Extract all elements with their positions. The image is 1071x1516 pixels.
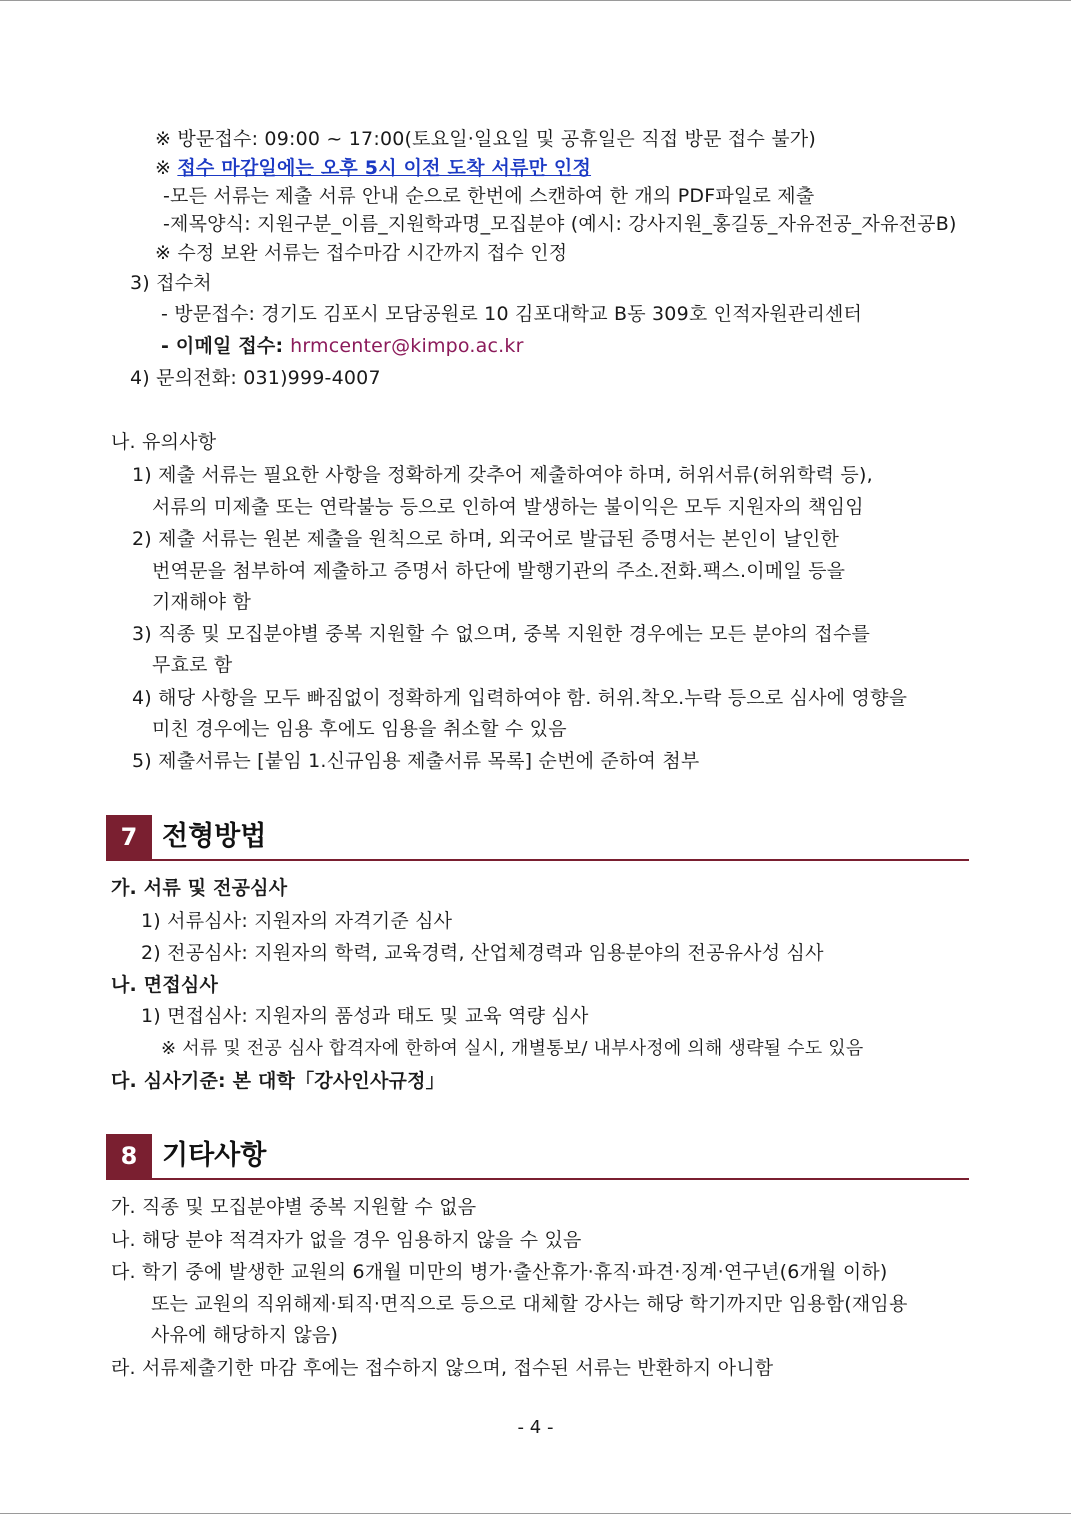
notes-line: 1) 제출 서류는 필요한 사항을 정확하게 갖추어 제출하여야 하며, 허위서류(허위학력 등), [132,464,873,486]
notes-heading: 나. 유의사항 [111,431,217,453]
email-label: - 이메일 접수: [161,335,291,357]
revision-note: ※ 수정 보완 서류는 접수마감 시간까지 접수 인정 [155,242,568,264]
deadline-note-line [155,156,591,180]
visit-address: - 방문접수: 경기도 김포시 모담공원로 10 김포대학교 B동 309호 인적자원관리센터 [161,303,863,325]
notes-line: 번역문을 첨부하여 제출하고 증명서 하단에 발행기관의 주소.전화.팩스.이메일 등을 [152,560,846,582]
notes-line: 미친 경우에는 임용 후에도 임용을 취소할 수 있음 [152,718,567,740]
selection-c-heading: 다. 심사기준: 본 대학「강사인사규정」 [111,1070,445,1092]
misc-line: 라. 서류제출기한 마감 후에는 접수하지 않으며, 접수된 서류는 반환하지 아니함 [111,1357,774,1379]
pdf-submission-note: -모든 서류는 제출 서류 안내 순으로 한번에 스캔하여 한 개의 PDF파일로 제출 [163,185,815,207]
section-7-title: 전형방법 [162,821,267,852]
interview-review: 1) 면접심사: 지원자의 품성과 태도 및 교육 역량 심사 [141,1005,589,1027]
email-address: hrmcenter@kimpo.ac.kr [290,335,524,357]
major-review: 2) 전공심사: 지원자의 학력, 교육경력, 산업체경력과 임용분야의 전공유사성 심사 [141,942,824,964]
notes-line: 2) 제출 서류는 원본 제출을 원칙으로 하며, 외국어로 발급된 증명서는 본인이 날인한 [132,528,840,550]
misc-line: 사유에 해당하지 않음) [151,1324,339,1346]
notes-line: 기재해야 함 [152,591,252,613]
notes-line: 3) 직종 및 모집분야별 중복 지원할 수 없으며, 중복 지원한 경우에는 모든 분야의 접수를 [132,623,871,645]
misc-line: 나. 해당 분야 적격자가 없을 경우 임용하지 않을 수 있음 [111,1229,582,1251]
email-submission-line [161,334,524,358]
section-8-title: 기타사항 [162,1140,267,1171]
page-edge-bottom [0,1513,1071,1514]
notes-line: 5) 제출서류는 [붙임 1.신규임용 제출서류 목록] 순번에 준하여 첨부 [132,750,700,772]
contact-phone: 4) 문의전화: 031)999-4007 [130,367,381,389]
notes-line: 무효로 함 [152,654,233,676]
misc-line: 또는 교원의 직위해제·퇴직·면직으로 등으로 대체할 강사는 해당 학기까지만 임용함(재임용 [151,1293,908,1315]
notes-line: 서류의 미제출 또는 연락불능 등으로 인하여 발생하는 불이익은 모두 지원자의 책임임 [152,496,864,518]
deadline-note: 접수 마감일에는 오후 5시 이전 도착 서류만 인정 [177,157,592,179]
title-format-note: -제목양식: 지원구분_이름_지원학과명_모집분야 (예시: 강사지원_홍길동_자유전공_자유전공B) [163,213,957,235]
selection-b-heading: 나. 면접심사 [111,974,219,996]
deadline-prefix: ※ [155,157,178,179]
misc-line: 가. 직종 및 모집분야별 중복 지원할 수 없음 [111,1196,477,1218]
interview-note: ※ 서류 및 전공 심사 합격자에 한하여 실시, 개별통보/ 내부사정에 의해 생략될 수도 있음 [161,1038,864,1059]
section-7-number: 7 [106,815,152,859]
visit-hours-note: ※ 방문접수: 09:00 ~ 17:00(토요일·일요일 및 공휴일은 직접 방문 접수 불가) [155,128,816,150]
section-7-header [106,815,969,861]
page-edge-top [0,0,1071,1]
section-8-number: 8 [106,1134,152,1178]
misc-line: 다. 학기 중에 발생한 교원의 6개월 미만의 병가·출산휴가·휴직·파견·징계·연구년(6개월 이하) [111,1261,888,1283]
section-8-header [106,1134,969,1180]
document-review: 1) 서류심사: 지원자의 자격기준 심사 [141,910,453,932]
submission-place-heading: 3) 접수처 [130,272,212,294]
selection-a-heading: 가. 서류 및 전공심사 [111,877,288,899]
page-number: - 4 - [517,1417,554,1438]
notes-line: 4) 해당 사항을 모두 빠짐없이 정확하게 입력하여야 함. 허위.착오.누락 등으로 심사에 영향을 [132,687,908,709]
